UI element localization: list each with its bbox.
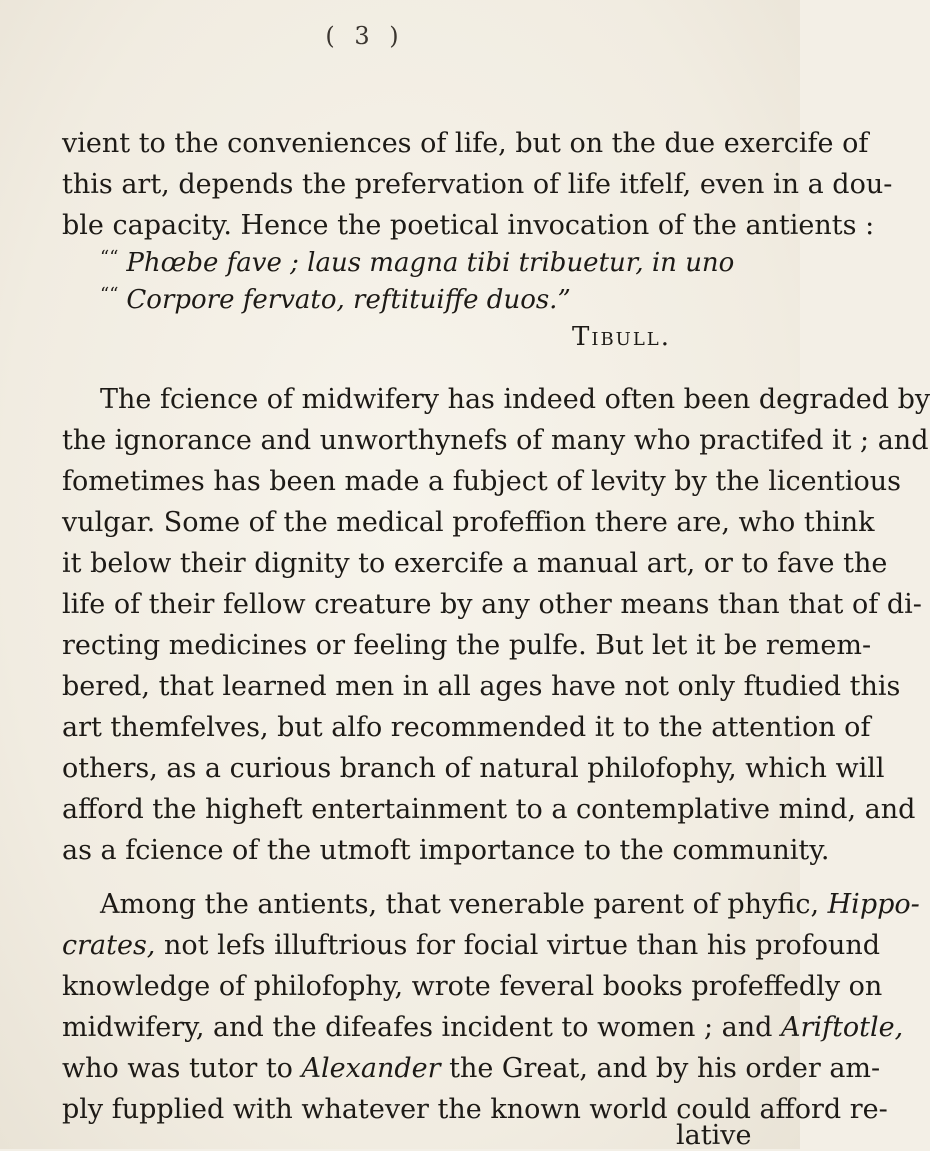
quote-mark: ““ — [100, 284, 119, 305]
p3-l2-italic: crates, — [62, 930, 156, 961]
latin-quote-line-2 — [100, 285, 571, 315]
paragraph-2-line-9: art themfelves, but alfo recommended it to the attention of — [62, 712, 871, 743]
p3-l5-text-a: who was tutor to — [62, 1053, 293, 1084]
paragraph-2-line-2: the ignorance and unworthynefs of many who practifed it ; and — [62, 425, 929, 456]
p3-l4-text: midwifery, and the difeafes incident to women ; and — [62, 1012, 773, 1043]
quote-text-1: Phœbe fave ; laus magna tibi tribuetur, in uno — [126, 248, 735, 278]
latin-quote-line-1 — [100, 248, 734, 278]
paragraph-2-line-6: life of their fellow creature by any other means than that of di- — [62, 589, 922, 620]
paragraph-2-line-4: vulgar. Some of the medical profeffion there are, who think — [62, 507, 875, 538]
paragraph-2-line-10: others, as a curious branch of natural philofophy, which will — [62, 753, 885, 784]
paragraph-3-line-5 — [62, 1049, 881, 1089]
p3-l5-italic: Alexander — [301, 1053, 441, 1084]
paragraph-3-line-2 — [62, 926, 881, 966]
page-number: ( 3 ) — [325, 22, 405, 50]
paragraph-1-line-1: vient to the conveniences of life, but on the due exercife of — [62, 128, 869, 159]
p3-l1-text: Among the antients, that venerable parent of phyfic, — [100, 889, 820, 920]
quote-text-2: Corpore fervato, reftituiffe duos.” — [126, 285, 571, 315]
paragraph-2-line-5: it below their dignity to exercife a manual art, or to fave the — [62, 548, 888, 579]
p3-l2-text: not lefs illuftrious for focial virtue than his profound — [164, 930, 881, 961]
paragraph-3-line-3: knowledge of philofophy, wrote feveral books profeffedly on — [62, 971, 883, 1002]
paragraph-2-line-7: recting medicines or feeling the pulfe. But let it be remem- — [62, 630, 872, 661]
paragraph-2-line-1: The fcience of midwifery has indeed often been degraded by — [100, 384, 930, 415]
catchword: lative — [676, 1120, 752, 1151]
paragraph-2-line-11: afford the higheft entertainment to a contemplative mind, and — [62, 794, 916, 825]
quote-mark: ““ — [100, 247, 119, 268]
paragraph-2-line-3: fometimes has been made a fubject of levity by the licentious — [62, 466, 901, 497]
paragraph-2-line-12: as a fcience of the utmoft importance to the community. — [62, 835, 830, 866]
paragraph-1-line-2: this art, depends the prefervation of life itfelf, even in a dou- — [62, 169, 893, 200]
p3-l4-italic: Ariftotle, — [781, 1012, 904, 1043]
paragraph-3-line-6: ply fupplied with whatever the known world could afford re- — [62, 1094, 888, 1125]
paragraph-3-line-1 — [100, 885, 920, 925]
paragraph-1-line-3: ble capacity. Hence the poetical invocation of the antients : — [62, 210, 875, 241]
p3-l5-text-b: the Great, and by his order am- — [449, 1053, 881, 1084]
p3-l1-italic: Hippo- — [827, 889, 920, 920]
quote-author: Tibull. — [572, 322, 672, 352]
paragraph-3-line-4 — [62, 1008, 904, 1048]
paragraph-2-line-8: bered, that learned men in all ages have not only ftudied this — [62, 671, 901, 702]
